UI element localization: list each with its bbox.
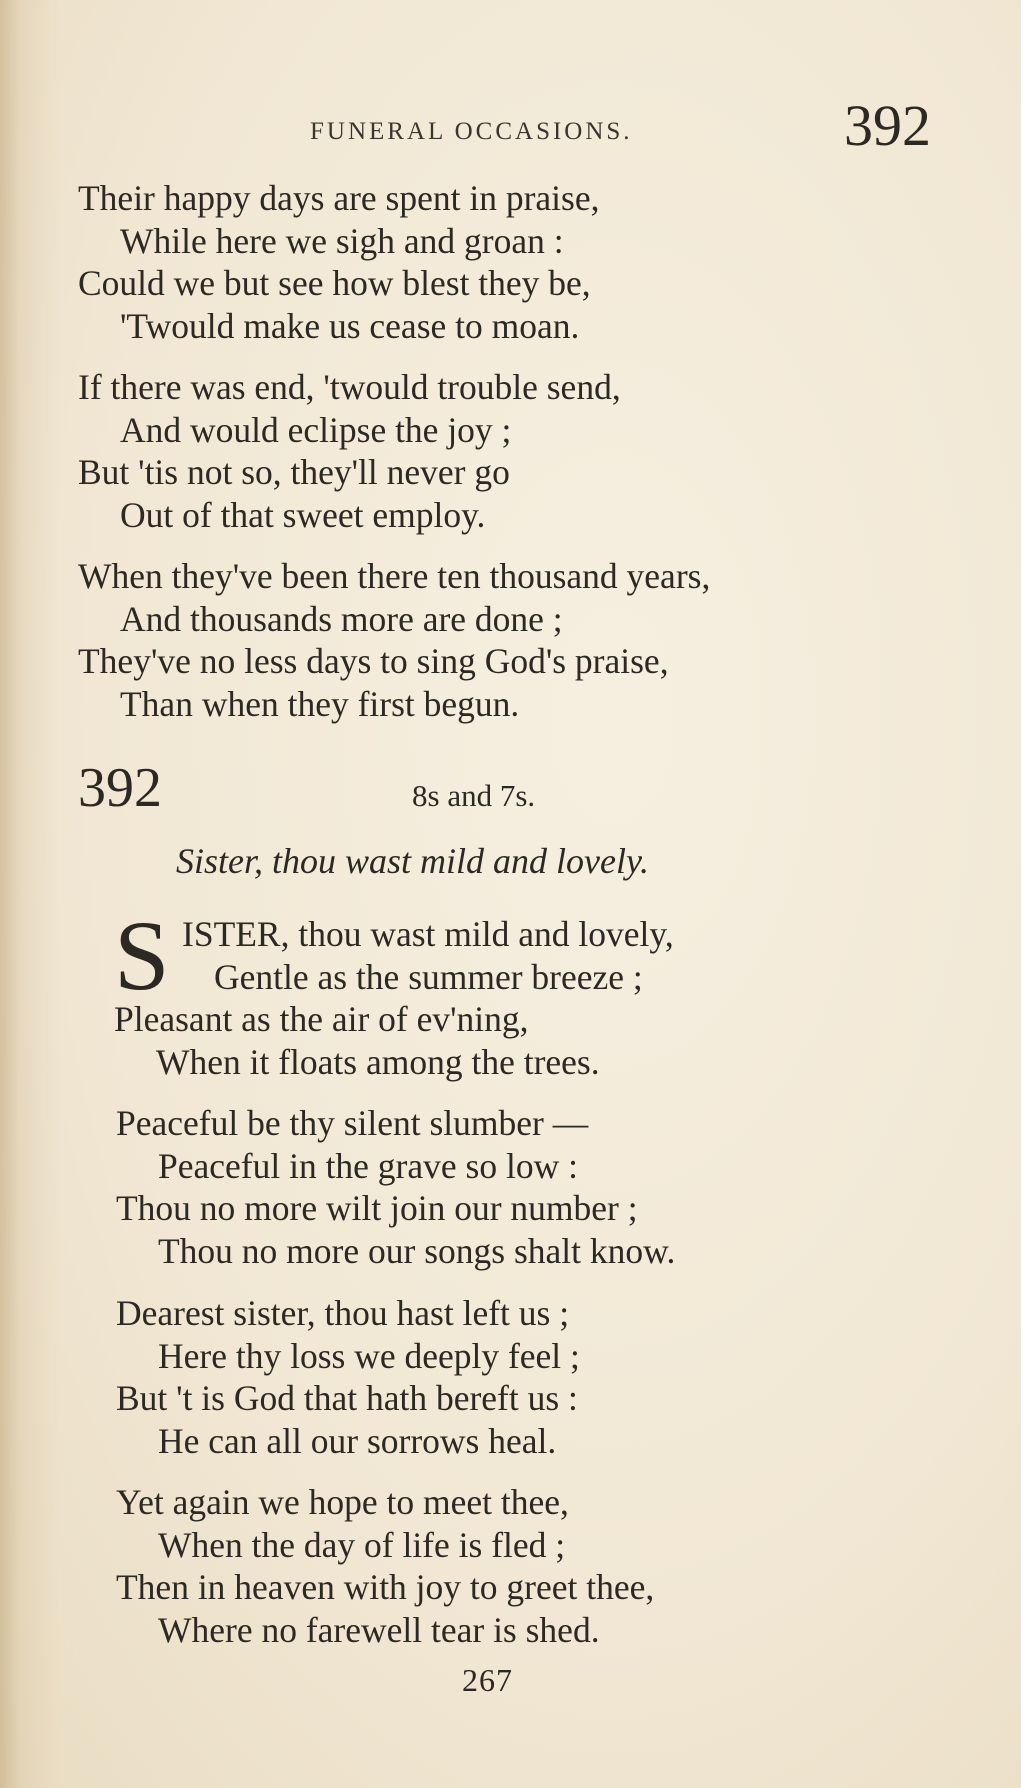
verse-line: But 'tis not so, they'll never go bbox=[78, 452, 510, 492]
verse-line: Gentle as the summer breeze ; bbox=[214, 956, 643, 997]
header-hymn-number: 392 bbox=[844, 93, 931, 158]
verse-line: When it floats among the trees. bbox=[156, 1041, 600, 1082]
verse-line: Thou no more wilt join our number ; bbox=[116, 1188, 638, 1228]
verse-line: When the day of life is fled ; bbox=[158, 1524, 566, 1565]
verse-line: And would eclipse the joy ; bbox=[120, 409, 512, 450]
verse-line: Yet again we hope to meet thee, bbox=[116, 1482, 569, 1522]
verse-line: They've no less days to sing God's praise, bbox=[78, 641, 669, 681]
hymn-stanza-1 bbox=[114, 913, 674, 1083]
verse-line: Here thy loss we deeply feel ; bbox=[158, 1335, 580, 1376]
hymn-stanza-3 bbox=[116, 1292, 580, 1462]
hymn-title: Sister, thou wast mild and lovely. bbox=[176, 841, 649, 881]
verse-line: Pleasant as the air of ev'ning, bbox=[114, 999, 529, 1039]
drop-cap: S bbox=[114, 900, 170, 1011]
verse-line: Out of that sweet employ. bbox=[120, 494, 486, 535]
verse-line: Where no farewell tear is shed. bbox=[158, 1609, 600, 1650]
verse-line: And thousands more are done ; bbox=[120, 598, 563, 639]
verse-line: Their happy days are spent in praise, bbox=[78, 178, 600, 218]
verse-line: ISTER, thou wast mild and lovely, bbox=[182, 914, 674, 954]
continued-stanza-3 bbox=[78, 555, 710, 725]
verse-line: Then in heaven with joy to greet thee, bbox=[116, 1567, 655, 1607]
hymn-stanza-4 bbox=[116, 1481, 654, 1651]
verse-line: Dearest sister, thou hast left us ; bbox=[116, 1293, 570, 1333]
continued-stanza-1 bbox=[78, 177, 599, 347]
verse-line: Peaceful in the grave so low : bbox=[158, 1145, 578, 1186]
verse-line: When they've been there ten thousand years, bbox=[78, 556, 711, 596]
verse-line: Could we but see how blest they be, bbox=[78, 263, 591, 303]
verse-line: Peaceful be thy silent slumber — bbox=[116, 1103, 589, 1143]
verse-line: If there was end, 'twould trouble send, bbox=[78, 367, 621, 407]
hymn-number: 392 bbox=[78, 757, 162, 819]
verse-line: Than when they first begun. bbox=[120, 683, 520, 724]
verse-line: While here we sigh and groan : bbox=[120, 220, 564, 261]
verse-line: Thou no more our songs shalt know. bbox=[158, 1230, 676, 1271]
verse-line: 'Twould make us cease to moan. bbox=[120, 305, 580, 346]
continued-stanza-2 bbox=[78, 366, 621, 536]
hymn-meter: 8s and 7s. bbox=[412, 778, 536, 813]
hymn-stanza-2 bbox=[116, 1102, 675, 1272]
verse-line: But 't is God that hath bereft us : bbox=[116, 1378, 578, 1418]
page-number: 267 bbox=[462, 1662, 513, 1698]
verse-line: He can all our sorrows heal. bbox=[158, 1420, 557, 1461]
running-head: FUNERAL OCCASIONS. bbox=[310, 118, 633, 145]
